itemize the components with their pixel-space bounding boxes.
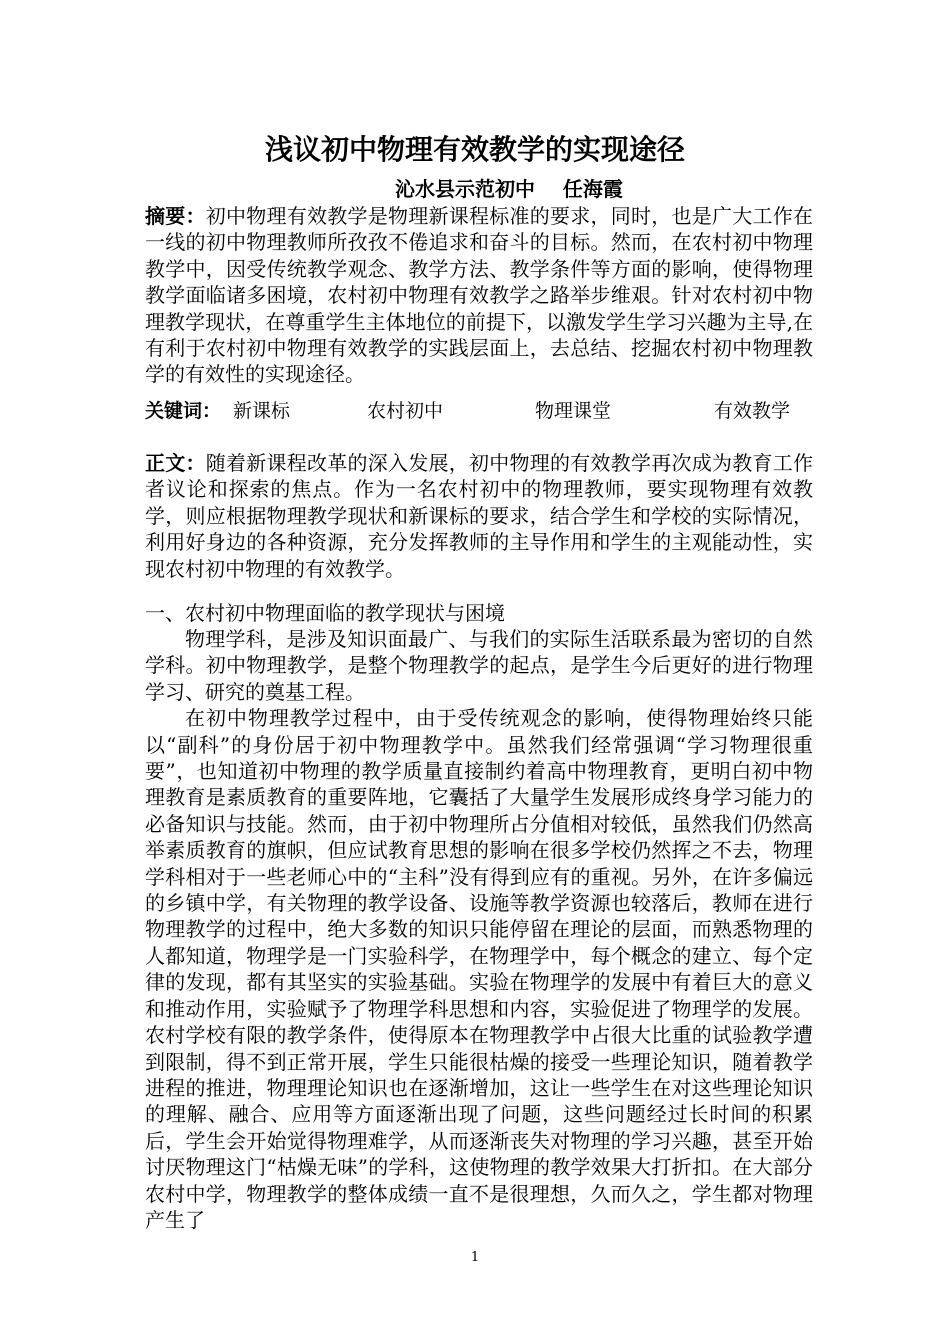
keyword-item: 新课标 [233, 400, 291, 422]
body-intro-paragraph [145, 450, 813, 582]
page-number: 1 [470, 1250, 480, 1265]
abstract-label: 摘要： [145, 204, 206, 228]
keyword-item: 农村初中 [367, 400, 444, 422]
author-line: 沁水县示范初中 任海霞 [395, 177, 623, 201]
section-paragraph: 物理学科，是涉及知识面最广、与我们的实际生活联系最为密切的自然学科。初中物理教学，是整个物理教学的起点，是学生今后更好的进行物理学习、研究的奠基工程。 [145, 627, 813, 704]
section-body [145, 626, 813, 1233]
abstract-paragraph [145, 203, 813, 388]
body-text: 随着新课程改革的深入发展，初中物理的有效教学再次成为教育工作者议论和探索的焦点。作为一名农村初中的物理教师，要实现物理有效教学，则应根据物理教学现状和新课标的要求，结合学生和学校的实际情况，利用好身边的各种资源，充分发挥教师的主导作用和学生的主观能动性，实现农村初中物理的有效教学。 [145, 451, 813, 581]
body-label: 正文： [145, 451, 206, 475]
section-paragraph: 在初中物理教学过程中，由于受传统观念的影响，使得物理始终只能以“副科”的身份居于初中物理教学中。虽然我们经常强调“学习物理很重要”，也知道初中物理的教学质量直接制约着高中物理教育，更明白初中物理教育是素质教育的重要阵地，它囊括了大量学生发展形成终身学习能力的必备知识与技能。然而，由于初中物理所占分值相对较低，虽然我们仍然高举素质教育的旗帜，但应试教育思想的影响在很多学校仍然挥之不去，物理学科相对于一些老师心中的“主科”没有得到应有的重视。另外，在许多偏远的乡镇中学，有关物理的教学设备、设施等教学资源也较落后，教师在进行物理教学的过程中，绝大多数的知识只能停留在理论的层面，而熟悉物理的人都知道，物理学是一门实验科学，在物理学中，每个概念的建立、每个定律的发现，都有其坚实的实验基础。实验在物理学的发展中有着巨大的意义和推动作用，实验赋予了物理学科思想和内容，实验促进了物理学的发展。农村学校有限的教学条件，使得原本在物理教学中占很大比重的试验教学遭到限制，得不到正常开展，学生只能很枯燥的接受一些理论知识，随着教学进程的推进，物理理论知识也在逐渐增加，这让一些学生在对这些理论知识的理解、融合、应用等方面逐渐出现了问题，这些问题经过长时间的积累后，学生会开始觉得物理难学，从而逐渐丧失对物理的学习兴趣，甚至开始讨厌物理这门“枯燥无味”的学科，这使物理的教学效果大打折扣。在大部分农村中学，物理教学的整体成绩一直不是很理想，久而久之，学生都对物理产生了 [145, 706, 813, 1232]
document-title: 浅议初中物理有效教学的实现途径 [264, 133, 685, 166]
section-heading: 一、农村初中物理面临的教学现状与困境 [145, 601, 505, 625]
keyword-item: 物理课堂 [535, 400, 612, 422]
keyword-item: 有效教学 [714, 400, 791, 422]
keywords-label: 关键词： [145, 400, 222, 422]
abstract-text: 初中物理有效教学是物理新课程标准的要求，同时，也是广大工作在一线的初中物理教师所孜孜不倦追求和奋斗的目标。然而，在农村初中物理教学中，因受传统教学观念、教学方法、教学条件等方面的影响，使得物理教学面临诸多困境，农村初中物理有效教学之路举步维艰。针对农村初中物理教学现状，在尊重学生主体地位的前提下，以激发学生学习兴趣为主导,在有利于农村初中物理有效教学的实践层面上，去总结、挖掘农村初中物理教学的有效性的实现途径。 [145, 204, 813, 387]
